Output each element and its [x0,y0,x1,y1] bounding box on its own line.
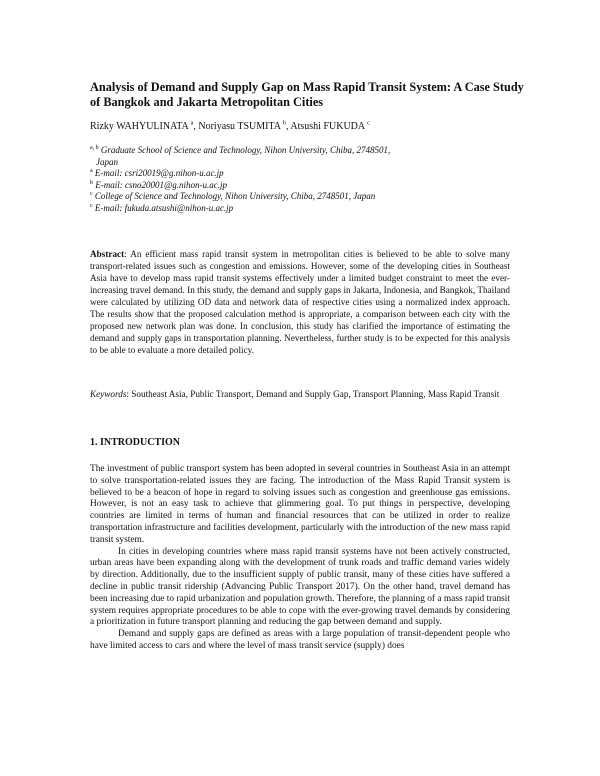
author-mark: a [190,120,194,127]
author-mark: c [367,120,370,127]
affiliation-text: Graduate School of Science and Technology, Nihon University, Chiba, 2748501, [100,145,391,155]
affiliation-mark: c [90,191,93,197]
affiliation-text: E-mail: fukuda.atsushi@nihon-u.ac.jp [94,202,234,213]
keywords-label: Keywords [90,389,127,399]
affiliation-item [90,191,510,203]
affiliation-mark: a, b [90,145,99,151]
abstract-text: : An efficient mass rapid transit system in metropolitan cities is believed to be able to solve many transport-related issues such as congestion and emissions. However, some of the developing cities in Southeast Asia have to develop mass rapid transit systems effectively under a limited budget constraint to meet the ever-increasing travel demand. In this study, the demand and supply gaps in Jakarta, Indonesia, and Bangkok, Thailand were calculated by utilizing OD data and network data of respective cities using a normalized index approach. The results show that the proposed calculation method is appropriate, a comparison between each city with the proposed new network plan was done. In conclusion, this study has clarified the importance of estimating the demand and supply gaps in transportation planning. Nevertheless, further study is to be expected for this analysis to be able to evaluate a more detailed policy. [90,249,510,355]
affiliation-item [90,203,510,215]
author-mark: b [282,120,286,127]
body-text [90,464,510,653]
body-paragraph: The investment of public transport system has been adopted in several countries in Southeast Asia in an attempt to solve transportation-related issues they are facing. The introduction of the Mass Rapid Transit system is believed to be a beacon of hope in regard to solving issues such as congestion and greenhouse gas emissions. However, is not an easy task to achieve that glimmering goal. To put things in perspective, developing countries are limited in terms of human and financial resources that can be utilized in order to realize transportation infrastructure and facilities development, particularly with the introduction of the new mass rapid transit system. [90,464,510,545]
author-name: Atsushi FUKUDA [290,121,365,132]
keywords-text: : Southeast Asia, Public Transport, Demand and Supply Gap, Transport Planning, Mass Rapid Transit [126,389,500,399]
affiliation-item [90,180,510,192]
author-name: Rizky WAHYULINATA [90,121,189,132]
affiliation-continuation: Japan [96,156,118,167]
affiliation-text: E-mail: csno20001@g.nihon-u.ac.jp [95,179,228,190]
author-separator: , [193,121,199,132]
section-heading: 1. INTRODUCTION [90,437,181,448]
paper-title: Analysis of Demand and Supply Gap on Mass Rapid Transit System: A Case Study of Bangkok and Jakarta Metropolitan Cities [90,80,524,109]
affiliation-text: College of Science and Technology, Nihon University, Chiba, 2748501, Japan [94,191,376,201]
keywords [90,388,510,400]
abstract [90,248,510,356]
abstract-label: Abstract [90,249,125,259]
affiliation-item [90,145,510,157]
affiliation-mark: a [90,168,93,174]
author-separator: , [285,121,291,132]
affiliation-text: E-mail: csri20019@g.nihon-u.ac.jp [94,168,224,178]
affiliation-list [90,145,510,214]
body-paragraph: Demand and supply gaps are defined as areas with a large population of transit-dependent people who have limited access to cars and where the level of mass transit service (supply) does [90,629,510,651]
affiliation-item [90,168,510,180]
author-name: Noriyasu TSUMITA [198,121,281,132]
affiliation-mark: c [90,202,93,209]
affiliation-mark: b [90,179,93,186]
author-list [90,120,370,133]
body-paragraph: In cities in developing countries where mass rapid transit systems have not been actively constructed, urban areas have been expanding along with the development of trunk roads and traffic demand varies widely by direction. Additionally, due to the insufficient supply of public transit, many of these cities have suffered a decline in public transit ridership (Advancing Public Transport 2017). On the other hand, travel demand has been increasing due to rapid urbanization and population growth. Therefore, the planning of a mass rapid transit system requires appropriate procedures to be able to cope with the ever-growing travel demands by considering a prioritization in future transport planning and reducing the gap between demand and supply. [90,546,511,628]
